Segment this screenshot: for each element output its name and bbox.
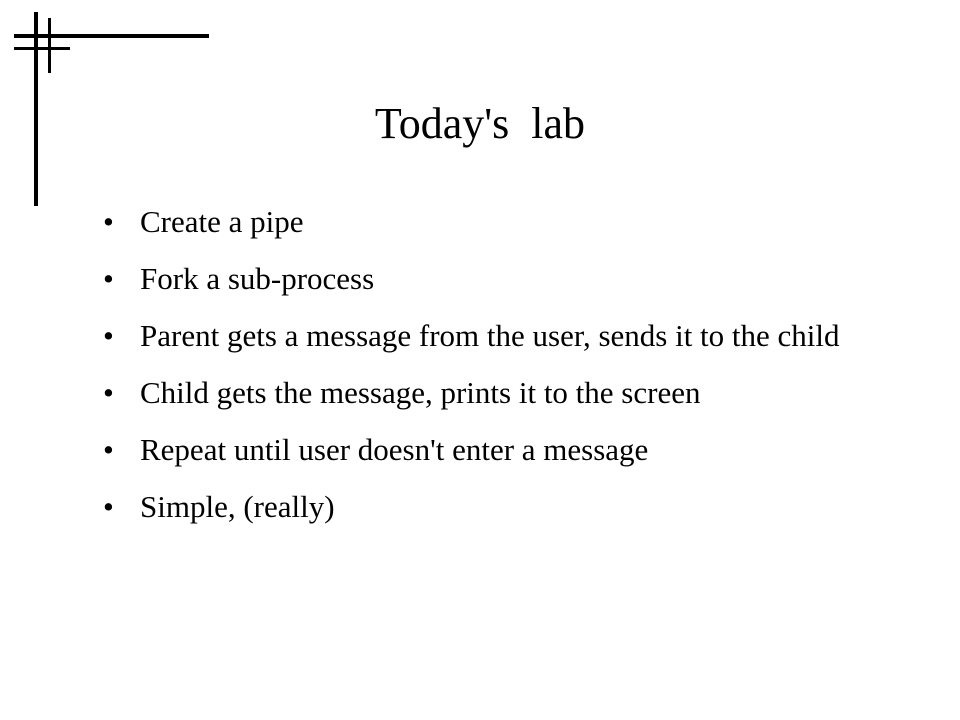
bullet-text: Fork a sub-process bbox=[140, 261, 375, 296]
bullet-item bbox=[103, 375, 903, 411]
decoration-vertical-line-short bbox=[48, 18, 51, 73]
bullet-item bbox=[103, 204, 903, 240]
bullet-list bbox=[103, 204, 903, 546]
decoration-horizontal-line-short bbox=[14, 47, 70, 50]
bullet-item bbox=[103, 261, 903, 297]
bullet-icon: • bbox=[103, 489, 114, 524]
bullet-icon: • bbox=[103, 375, 114, 410]
bullet-text: Create a pipe bbox=[140, 204, 304, 239]
bullet-icon: • bbox=[103, 261, 114, 296]
bullet-text: Parent gets a message from the user, sends it to the child bbox=[140, 318, 840, 353]
bullet-text: Simple, (really) bbox=[140, 489, 335, 524]
bullet-icon: • bbox=[103, 432, 114, 467]
bullet-icon: • bbox=[103, 318, 114, 353]
bullet-item bbox=[103, 489, 903, 525]
decoration-horizontal-line bbox=[14, 34, 209, 38]
bullet-text: Repeat until user doesn't enter a message bbox=[140, 432, 649, 467]
slide-title: Today's lab bbox=[374, 99, 586, 148]
bullet-text: Child gets the message, prints it to the screen bbox=[140, 375, 701, 410]
bullet-item bbox=[103, 318, 903, 354]
bullet-icon: • bbox=[103, 204, 114, 239]
bullet-item bbox=[103, 432, 903, 468]
